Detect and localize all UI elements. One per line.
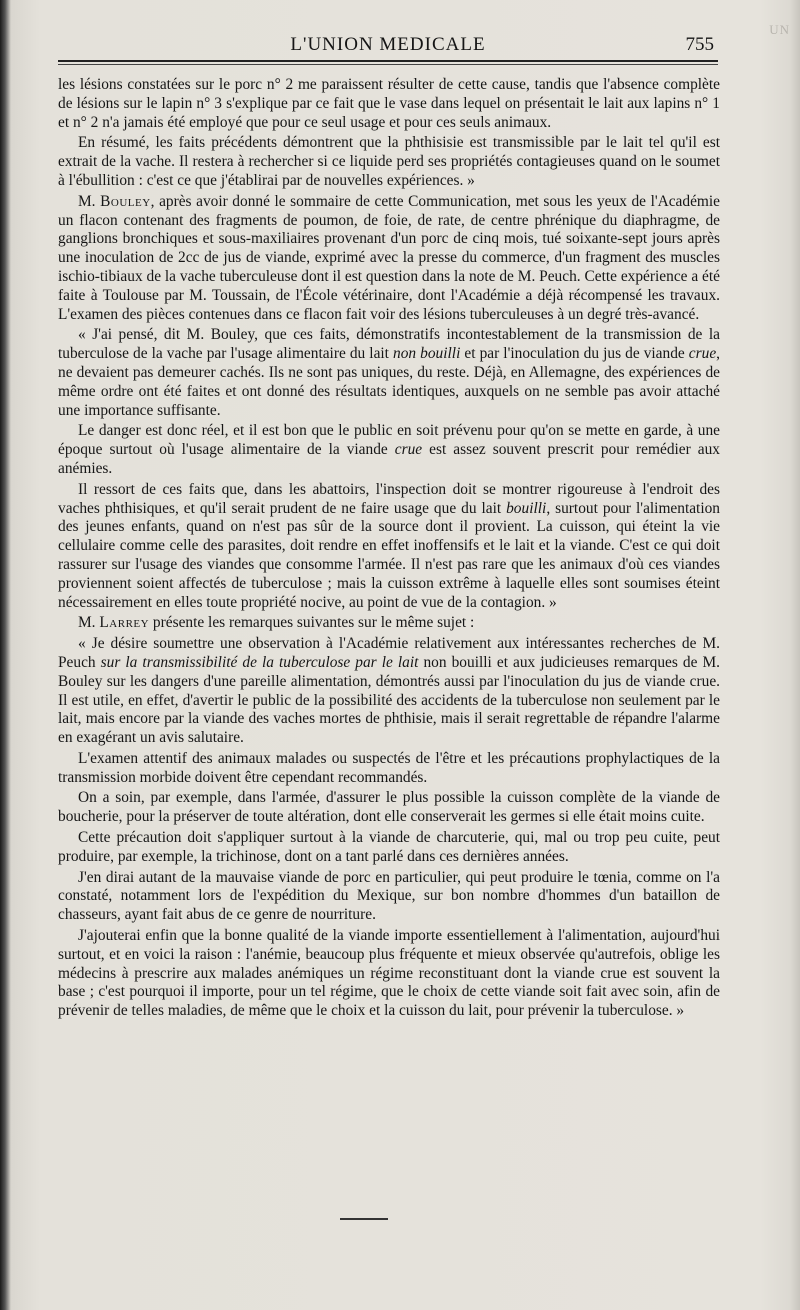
paragraph <box>58 614 720 633</box>
paragraph-text: les lésions constatées sur le porc n° 2 me paraissent résulter de cette cause, tandis que l'absence complète de lésions sur le lapin n° 3 s'explique par ce fait que le vase dans lequel on présentait le lait aux lapins n° 1 et n° 2 n'a jamais été employé que pour ce seul usage et pour ces seuls animaux. <box>58 76 720 131</box>
paragraph-text: et par l'inoculation du jus de viande <box>460 345 689 363</box>
paragraph-text: L'examen attentif des animaux malades ou suspectés de l'être et les précautions prophylactiques de la transmission morbide doivent être cependant recommandés. <box>58 749 720 786</box>
emphasis-text: sur la transmissibilité de la tuberculose par le lait <box>100 653 419 671</box>
article-body <box>58 76 720 1023</box>
paragraph-text: , surtout pour l'alimentation des jeunes enfants, quand on n'est pas sûr de la source dont il provient. La cuisson, qui éteint la vie cellulaire comme celle des parasites, doit rendre en effet inoffensifs et le lait et la viande. C'est ce qui doit rassurer sur l'usage des viandes que consomme l'armée. Il n'est pas rare que les animaux d'où ces viandes proviennent soient affectés de tuberculose ; mais la cuisson extrême à laquelle elles sont soumises éteint nécessairement en elles toute propriété nocive, au point de vue de la contagion. » <box>58 499 720 611</box>
paragraph <box>58 829 720 867</box>
paragraph-text: , après avoir donné le sommaire de cette Communication, met sous les yeux de l'Académie un flacon contenant des fragments de poumon, de foie, de rate, de centre phrénique du diaphragme, de ganglions bronchiques et sous-maxiliaires provenant d'un porc de cinq mois, tué soixante-sept jours après une inoculation de 2cc de jus de viande, exprimé avec la presse du commerce, d'un fragment des muscles ischio-tibiaux de la vache tuberculeuse dont il est question dans la note de M. Peuch. Cette expérience a été faite à Toulouse par M. Toussain, de l'École vétérinaire, dont l'Académie a déjà récompensé les travaux. L'examen des pièces contenues dans ce flacon fait voir des lésions tuberculeuses à un degré très-avancé. <box>58 192 720 323</box>
paragraph-text: On a soin, par exemple, dans l'armée, d'assurer le plus possible la cuisson complète de la viande de boucherie, pour la préserver de toute altération, dont elle conserverait les germes si elle était moins cuite. <box>58 789 720 826</box>
paragraph <box>58 326 720 420</box>
paragraph-text: , ne devaient pas demeurer cachés. Ils ne sont pas uniques, du reste. Déjà, en Allemagne, des expériences de même ordre ont été faites et ont donné des résultats identiques, auxquels on ne semble pas avoir attaché une importance suffisante. <box>58 345 721 419</box>
author-name: Bouley <box>100 192 151 210</box>
paragraph <box>58 76 720 132</box>
paragraph-text: présente les remarques suivantes sur le même sujet : <box>149 614 475 632</box>
paragraph-text: Il ressort de ces faits que, dans les abattoirs, l'inspection doit se montrer rigoureuse à l'endroit des vaches phthisiques, et qu'il serait prudent de ne faire usage que du lait <box>58 480 720 517</box>
emphasis-text: non bouilli <box>393 345 461 363</box>
paragraph <box>58 134 720 190</box>
emphasis-text: bouilli <box>506 499 547 517</box>
paragraph-text: non bouilli et aux judicieuses remarques de M. Bouley sur les dangers d'une pareille alimentation, démontrés aussi par l'inoculation du jus de viande crue. Il est utile, en effet, d'avertir le public de la possibilité des accidents de la tuberculose non seulement par le lait, mais encore par la viande des vaches mortes de phthisie, mais il serait regrettable de répandre l'alarme en exagérant un avis salutaire. <box>58 653 720 747</box>
paragraph <box>58 422 720 478</box>
author-name: Larrey <box>99 614 150 632</box>
paragraph-text: « Je désire soumettre une observation à l'Académie relativement aux intéressantes recherches de M. Peuch <box>58 635 720 671</box>
paragraph <box>58 635 720 748</box>
paragraph-text: En résumé, les faits précédents démontrent que la phthisisie est transmissible par le lait tel qu'il est extrait de la vache. Il restera à rechercher si ce liquide perd ses propriétés contagieuses quand on le soumet à l'ébullition : c'est ce que j'établirai par de nouvelles expériences. » <box>58 134 720 189</box>
paragraph <box>58 481 720 613</box>
emphasis-text: crue <box>394 441 423 459</box>
paragraph-text: M. <box>78 614 100 632</box>
paragraph <box>58 869 720 925</box>
page-number: 755 <box>685 34 714 55</box>
paragraph <box>58 193 720 325</box>
paragraph-text: J'en dirai autant de la mauvaise viande de porc en particulier, qui peut produire le tœnia, comme on l'a constaté, notamment lors de l'expédition du Mexique, sur bon nombre d'hommes d'un bataillon de chasseurs, ayant fait abus de ce genre de nourriture. <box>58 868 720 924</box>
header-rule <box>58 60 718 62</box>
paragraph-text: Le danger est donc réel, et il est bon que le public en soit prévenu pour qu'on se mette en garde, à une époque surtout où l'usage alimentaire de la viande <box>58 422 720 459</box>
paragraph-text: « J'ai pensé, dit M. Bouley, que ces faits, démonstratifs incontestablement de la transmission de la tuberculose de la vache par l'usage alimentaire du lait <box>58 326 720 363</box>
paragraph <box>58 789 720 827</box>
emphasis-text: crue <box>688 345 717 363</box>
running-title: L'UNION MEDICALE <box>290 34 486 55</box>
corner-mark: UN <box>769 22 790 37</box>
paragraph-text: J'ajouterai enfin que la bonne qualité de la viande importe essentiellement à l'alimentation, aujourd'hui surtout, et en voici la raison : l'anémie, beaucoup plus fréquente et mieux observée qu'autrefois, oblige les médecins à prescrire aux malades anémiques un régime reconstituant dont la viande crue est souvent la base ; c'est pourquoi il importe, pour un tel régime, que le choix de cette viande soit fait avec soin, afin de prévenir de telles maladies, de même que le choix et la cuisson du lait, pour prévenir la tuberculose. » <box>58 927 720 1020</box>
paragraph <box>58 750 720 788</box>
paragraph <box>58 927 720 1021</box>
paragraph-text: Cette précaution doit s'appliquer surtout à la viande de charcuterie, qui, mal ou trop peu cuite, peut produire, par exemple, la trichinose, dont on a tant parlé dans ces dernières années. <box>58 829 720 865</box>
paragraph-text: M. <box>78 192 101 210</box>
end-rule <box>340 1218 388 1220</box>
paragraph-text: est assez souvent prescrit pour remédier aux anémies. <box>58 441 720 477</box>
page-header <box>58 30 718 62</box>
